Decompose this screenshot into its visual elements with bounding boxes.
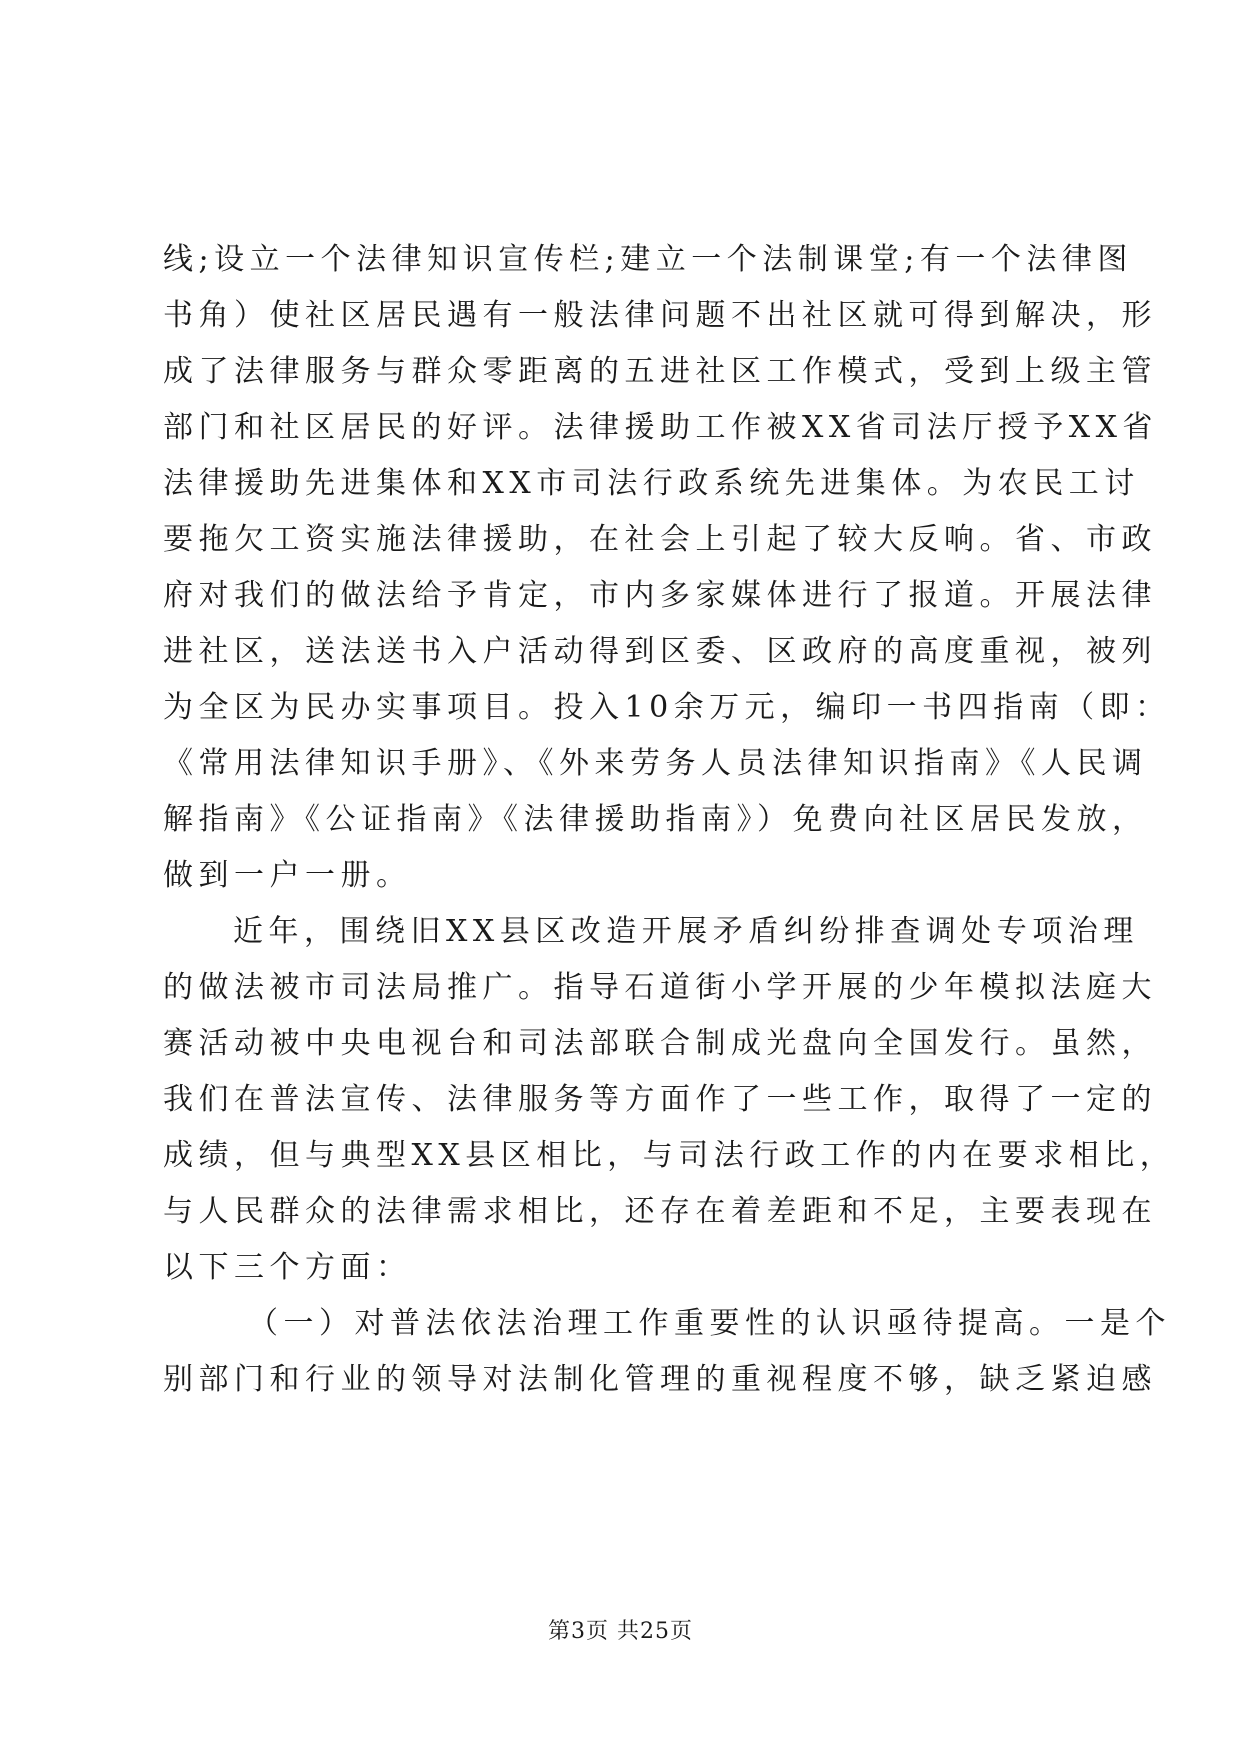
text-line: 要拖欠工资实施法律援助，在社会上引起了较大反响。省、市政 bbox=[163, 522, 1157, 557]
text-line: 书角）使社区居民遇有一般法律问题不出社区就可得到解决，形 bbox=[163, 298, 1157, 333]
text-line: 别部门和行业的领导对法制化管理的重视程度不够，缺乏紧迫感 bbox=[163, 1362, 1157, 1397]
text-line: 成绩，但与典型XX县区相比，与司法行政工作的内在要求相比， bbox=[163, 1138, 1176, 1173]
body-text bbox=[163, 232, 1176, 1408]
text-line: 法律援助先进集体和XX市司法行政系统先进集体。为农民工讨 bbox=[163, 466, 1140, 501]
page-number-footer: 第3页 共25页 bbox=[548, 1619, 693, 1644]
text-line: 部门和社区居民的好评。法律援助工作被XX省司法厅授予XX省 bbox=[163, 410, 1158, 445]
text-line: 与人民群众的法律需求相比，还存在着差距和不足，主要表现在 bbox=[163, 1194, 1157, 1229]
text-line: 做到一户一册。 bbox=[163, 858, 412, 893]
text-line: 《常用法律知识手册》、《外来劳务人员法律知识指南》《人民调 bbox=[163, 746, 1148, 781]
text-line: 成了法律服务与群众零距离的五进社区工作模式，受到上级主管 bbox=[163, 354, 1157, 389]
text-line: 解指南》《公证指南》《法律援助指南》）免费向社区居民发放， bbox=[163, 802, 1148, 837]
text-line: 的做法被市司法局推广。指导石道街小学开展的少年模拟法庭大 bbox=[163, 970, 1157, 1005]
text-line: 进社区，送法送书入户活动得到区委、区政府的高度重视，被列 bbox=[163, 634, 1157, 669]
text-line: 线;设立一个法律知识宣传栏;建立一个法制课堂;有一个法律图 bbox=[163, 242, 1133, 277]
text-line: 以下三个方面： bbox=[163, 1250, 412, 1285]
text-line: 为全区为民办实事项目。投入10余万元，编印一书四指南（即： bbox=[163, 690, 1171, 725]
text-line: 府对我们的做法给予肯定，市内多家媒体进行了报道。开展法律 bbox=[163, 578, 1157, 613]
section-heading-line: （一）对普法依法治理工作重要性的认识亟待提高。一是个 bbox=[248, 1306, 1171, 1341]
paragraph-start-line: 近年，围绕旧XX县区改造开展矛盾纠纷排查调处专项治理 bbox=[233, 914, 1139, 949]
text-line: 我们在普法宣传、法律服务等方面作了一些工作，取得了一定的 bbox=[163, 1082, 1157, 1117]
text-line: 赛活动被中央电视台和司法部联合制成光盘向全国发行。虽然， bbox=[163, 1026, 1157, 1061]
